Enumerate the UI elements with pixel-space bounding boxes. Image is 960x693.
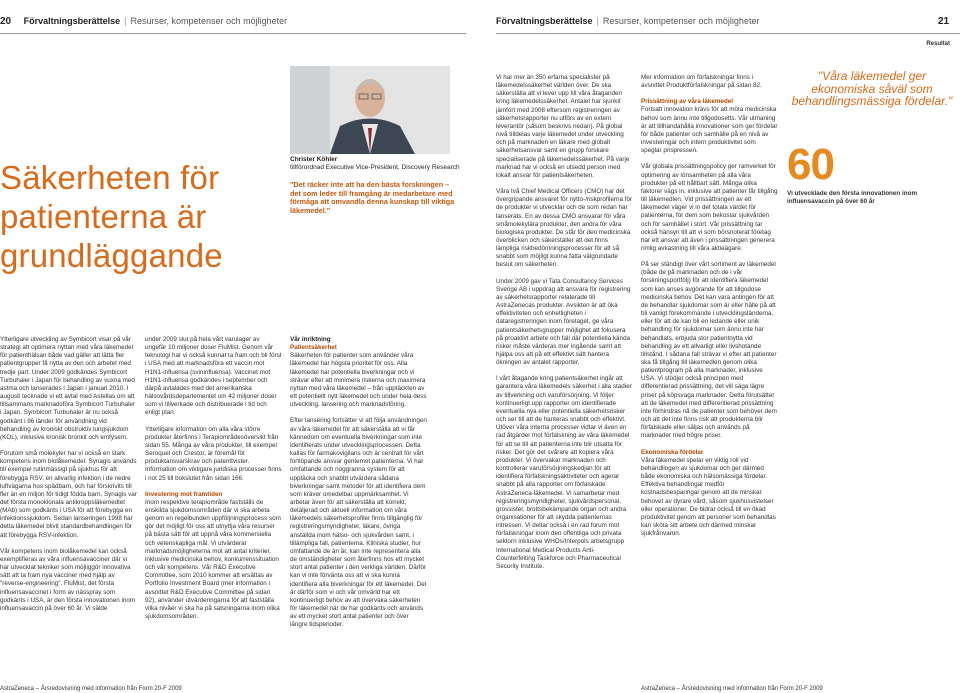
- right-header-rule: [496, 33, 960, 34]
- left-header-title: Förvaltningsberättelse: [23, 16, 121, 26]
- paragraph: under 2009 slut på hela vårt varulager av ungefär 10 miljoner doser FluMist. Genom vår teknologi har vi också kunnat ta fram och bli först i USA med att marknadsföra ett vaccin mot H1N1-influensa (svininfluensa). Vaccinet mot H1N1-influensa godkändes i september och därpå avtalades med det amerikanska hälsovårdsdepartementet om 42 miljoner doser som vi tillverkade och distribuerade i tid och enligt plan.: [145, 336, 282, 417]
- right-header-title: Förvaltningsberättelse: [496, 16, 593, 26]
- left-footer: AstraZeneca – Årsredovisning med information från Form 20-F 2009: [0, 686, 182, 692]
- paragraph: Vi har mer än 350 erfarna specialister på läkemedelssäkerhet världen över. De ska säkerställa att vi lever upp till våra åtaganden kring läkemedelssäkerhet. Antalet har sjunkit jämfört med 2008 eftersom registreringen av säkerhetsrapporter nu utförs av en extern leverantör (såsom beskrivs nedan). På global nivå tilldelas varje läkemedel under utveckling och på marknaden en läkare med globalt säkerhetsansvar samt en grupp forskare specialiserade på läkemedelssäkerhet. På varje marknad har vi också en utsedd person med lokalt ansvar för patientsäkerheten.: [496, 74, 630, 179]
- right-header-subtitle: Resurser, kompetenser och möjligheter: [602, 16, 760, 26]
- left-page-number: 20: [0, 16, 12, 27]
- subheading: Prissättning av våra läkemedel: [641, 98, 734, 106]
- column-2: [145, 336, 282, 629]
- paragraph: Säkerheten för patienter som använder våra läkemedel har högsta prioritet för oss. Alla läkemedel har potentiella biverkningar och vi strävar efter att minimera riskerna och maximera nyttan med våra läkemedel – från upptäckten av ett potentiellt nytt läkemedel och under hela dess utveckling, lansering och marknadsföring.: [290, 352, 427, 409]
- left-page-header: 20 Förvaltningsberättelse | Resurser, kompetenser och möjligheter: [0, 16, 288, 27]
- paragraph: Mer information om förfalskningar finns i avsnittet Produktförfalskningar på sidan 82.: [641, 74, 762, 90]
- left-header-rule: [0, 33, 466, 34]
- pull-quote: "Våra läkemedel ger ekonomiska såväl som behandlingsmässiga fördelar.": [791, 69, 953, 108]
- paragraph: Ytterligare utveckling av Symbicort visar på vår strategi att optimera nyttan med våra läkemedel för patienthälsan både vad gäller att lätta fler patientgrupper få nytta av den och arbetet med tredje part. Under 2009 godkändes Symbicort Turbuhaler i Japan för behandling av vuxna med astma och lanserades i Japan i januari 2010. I augusti tecknade vi ett avtal med Astellas om att tillsammans marknadsföra Symbicort Turbuhaler i Japan. Symbicort Turbuhaler är nu också godkänt i 96 länder för användning vid behandling av kroniskt obstruktiv lungsjukdom (KOL), inklusive kronisk bronkit och emfysem.: [0, 336, 136, 441]
- paragraph: Fortsatt innovation krävs för att möta medicinska behov som ännu inte tillgodosetts. Vår utmaning är att tillhandahålla innovationer som ger fördelar för både patienter och samhälle på en nivå av investeringar och intern produktivitet som speglar prispressen.: [641, 106, 778, 155]
- paragraph: Våra läkemedel spelar en viktig roll vid behandlingen av sjukdomar och ger därmed både ekonomiska och hälsomässiga fördelar. Effektiva behandlingar medför kostnadsbesparingar genom att de minskar behovet av dyrare vård, såsom sjukhusvistelser eller operationer. De bidrar också till en ökad produktivitet genom att personer som behandlas kan sköta sitt arbete och därmed minskar sjukfrånvaron.: [641, 456, 776, 538]
- subheading: Ekonomiska fördelar: [641, 448, 704, 456]
- left-header-subtitle: Resurser, kompetenser och möjligheter: [130, 16, 288, 26]
- paragraph: Ytterligare information om alla våra större produkter återfinns i Terapiområdesöversikt från sidan 55. Många av våra produkter, till exempel Seroquel och Crestor, är föremål för produktansvarskrav och patenttvister. Information om viktigare juridiska processer finns i not 25 till bokslutet från sidan 166.: [145, 425, 282, 482]
- right-page-number: 21: [938, 16, 950, 27]
- paragraph: Inom respektive terapiområde fastställs de enskilda sjukdomsområden där vi ska arbeta genom en regelbunden uppföljningsprocess som gör det möjligt för oss att utnyttja våra resurser på bästa sätt för att uppnå våra kommersiella och vetenskapliga mål. Vi utvärderar marknadsmöjligheterna mot att antal kriterier, inklusive medicinska behov, konkurrenssituation och vår kompetens. Vår R&D Executive Committee, som 2010 kommer att ersättas av Portfolio Investment Board (mer information i avsnittet R&D Executive Committee på sidan 92), använder utvärderingarna för att fastställa vilka nivåer vi ska ha på satsningarna inom olika sjukdomsområden.: [145, 498, 281, 620]
- paragraph: Våra två Chief Medical Officers (CMO) har det övergripande ansvaret för nytto-/riskprofilerna för de produkter vi utvecklar och de som redan har lanserats. En av dessa CMO ansvarar för våra småmolekylära produkter, den andra för våra biologiska produkter. De står för den medicinska överblicken och säkerställer att det finns lämpliga riskbedömningsprocesser för att så snabbt som möjligt kunna fatta välgrundade beslut om säkerheten.: [496, 188, 633, 269]
- profile-role: tillförordnad Executive Vice-President, Discovery Research: [290, 164, 460, 171]
- right-page-header: Förvaltningsberättelse | Resurser, kompetenser och möjligheter: [496, 16, 760, 26]
- portrait-photo: [290, 66, 450, 154]
- subheading: Investering mot framtiden: [145, 490, 223, 498]
- column-1: [0, 336, 137, 621]
- profile-block: [290, 156, 460, 215]
- big-number: 60: [787, 140, 834, 189]
- column-5: [641, 74, 778, 546]
- paragraph: På ser ständigt över vårt sortiment av läkemedel (både de på marknaden och de i vår forskningsportfölj) för att identifiera läkemedel som kan anses avgörande för att tillgodose medicinska behov. Det kan vara antingen för att de behandlar sjukdomar som är eller hälle på att bli vanligt förekommande i utvecklingsländerna, eller för att de kan bli en ledande eller unik behandling för sjukdomar som ännu inte har behandlats, erbjuda stor patientnytta vid behandling av ett allvarligt eller livshotande tillstånd. I sådana fall strävar vi efter att patienter ska få tillgång till läkemedlen genom olika patientprogram på alla marknader, inklusive USA. Vi stödjer också principen med differentierad prissättning, det vill säga lägre priser på köpsvaga marknader. Detta förutsätter att de läkemedel med differentierad prissättning inte förhindras nå de patienter som behöver dem och att det inte finns risk att produkterna blir förfalskade eller säljas och används på marknader med högre priser.: [641, 261, 777, 440]
- subheading: Patientsäkerhet: [290, 344, 337, 352]
- column-4: [496, 74, 633, 579]
- profile-name: Christer Köhler: [290, 156, 338, 163]
- column-3: [290, 336, 427, 637]
- profile-quote: "Det räcker inte att ha den bästa forskningen – det som leder till framgång är medarbetare med förmåga att omvandla denna kunskap till viktiga läkemedel.": [290, 180, 455, 215]
- paragraph: Förutom små molekyler har vi också en stark kompetens inom biolåkemedel. Synagis används till exempel rutinmässigt på sjukhus för att förebygga RSV, en allvarlig infektion i de nedre luftvägarna hos spädbarn, och har förskrivits till fler än en miljon för tidigt födda barn. Synagis var det första monoklonala antikroppsläkemedlet (MAb) som godkänts i USA för att förebygga en infektionssjukdom. Sedan lanseringen 1998 har detta läkemedel blivit standardbehandlingen för att förebygga RSV-infektion.: [0, 450, 137, 539]
- page-headline: Säkerheten för patienterna är grundläggande: [0, 159, 223, 274]
- paragraph: Efter lansering fortsätter vi att följa användningen av våra läkemedel för att säkerställa att vi får kännedom om eventuella biverkningar som inte identifierats under utvecklingsprocessen. Detta kallas för farmakovigilans och är centralt för vårt fortlöpande ansvar gentemot patienterna. Vi har omfattande och noggranna system för att upptäcka och snabbt utvärdera sådana biverkningar samt metoder för att identifiera dem som kräver omedelbar uppmärksamhet. Vi arbetar även för att säkerställa att korrekt, detaljerad och aktuell information om våra läkemedels säkerhetsprofiler finns tillgänglig för registreringsmyndigheter, läkare, övriga anställda inom hälso- och sjukvården samt, i tillämpliga fall, patienterna. Kliniska studier, hur omfattande de än är, kan inte representera alla de omständigheter som återfinns hos ett mycket stort antal patienter i den verkliga världen. Därför kan vi inte förvänta oss att vi ska kunna identifiera alla biverkningar för ett läkemedel. Det är därför som vi och vår omvärld har ett kontinuerligt behov av att övervaka säkerheten för läkemedel när de har godkänts och används av ett mycket stort antal patienter och över längre tidsperioder.: [290, 417, 427, 629]
- paragraph: Under 2009 gav vi Tata Consultancy Services Sverige AB i uppdrag att ansvara för registrering av säkerhetsrapporter relaterade till AstraZenecas produkter. Avsikten är att öka effektiviteten och enhetligheten i dataregistreringen inom företaget, ge våra patientsäkerhetsgrupper möjlighet att fokusera på proaktivt arbete och fall där potentiella kända risker måste värderas mer ingående samt att hjälpa oss att på ett effektivt sätt hantera ökningen av antalet rapporter.: [496, 277, 631, 367]
- right-footer: AstraZeneca – Årsredovisning med information från Form 20-F 2009: [641, 686, 823, 692]
- subheading: Vår inriktning: [290, 336, 331, 343]
- paragraph: Vår kompetens inom biolåkemedel kan också exemplifieras av våra influensavacciner där vi har utvecklat tekniker som möjliggör innovativa sätt att ta fram nya vacciner med hjälp av "reverse-engineering". FluMist, det första influensavaccinet i form av nässpray som godkänts i USA, är den första innovationen inom influensavaccin på över 60 år. Vi sälde: [0, 547, 136, 612]
- paragraph: I vårt åtagande kring patientsäkerhet ingår att garantera våra läkemedels säkerhet i alla stadier av tillverkning och varuförsörjning. Vi följer kontinuerligt upp rapporter om identifierade eventuella nya eller potentiella säkerhetsrisker och ser till att de hanteras snabbt och effektivt. Utöver våra interna processer vidtar vi även en rad åtgärder mot förfalskning av våra läkemedel för att se till att patienterna inte blir utsatta för risker. Det gör det svårare att kopiera våra produkter. Vi övervakar marknaden och kontrollerar varuförsörjningskedjan för att identifiera förfalskningsaktiviteter och agerar snabbt på alla rapporter om förfalskade AstraZeneca-läkemedel. Vi samarbetar med registreringsmyndigheter, sjukvårdspersonal, grossister, brottsbekämpande organ och andra organisationer för att skydda patienternas intressen. Vi deltar också i en rad forum mot förfalskningar inom den offentliga och privata sektorn inklusive WHOs/Interpols arbetsgrupp International Medical Products Anti-Counterfeiting Taskforce och Pharmaceutical Security Institute.: [496, 375, 632, 570]
- section-label: Resultat: [926, 41, 950, 47]
- paragraph: Vår globala prissättningspolicy ger ramverket för optimering av lönsamheten på alla våra produkter på ett hållbart sätt. Många olika faktorer vägs in, inklusive att patienter får tillgång till läkemedlen. Vid prissättningen av ett läkemedel väger vi in det totala värdet för patienterna, för dem som bekostar sjukvården och för samhället i stort. Vår prissättning tar också hänsyn till att vi som börsnoterat företag har ett ansvar att även i prissättningen generera rimlig avkastning till våra aktieägare.: [641, 163, 778, 252]
- big-number-caption: Vi utvecklade den första innovationen inom influensavaccin på över 60 år: [787, 190, 918, 205]
- portrait-image: [290, 66, 450, 154]
